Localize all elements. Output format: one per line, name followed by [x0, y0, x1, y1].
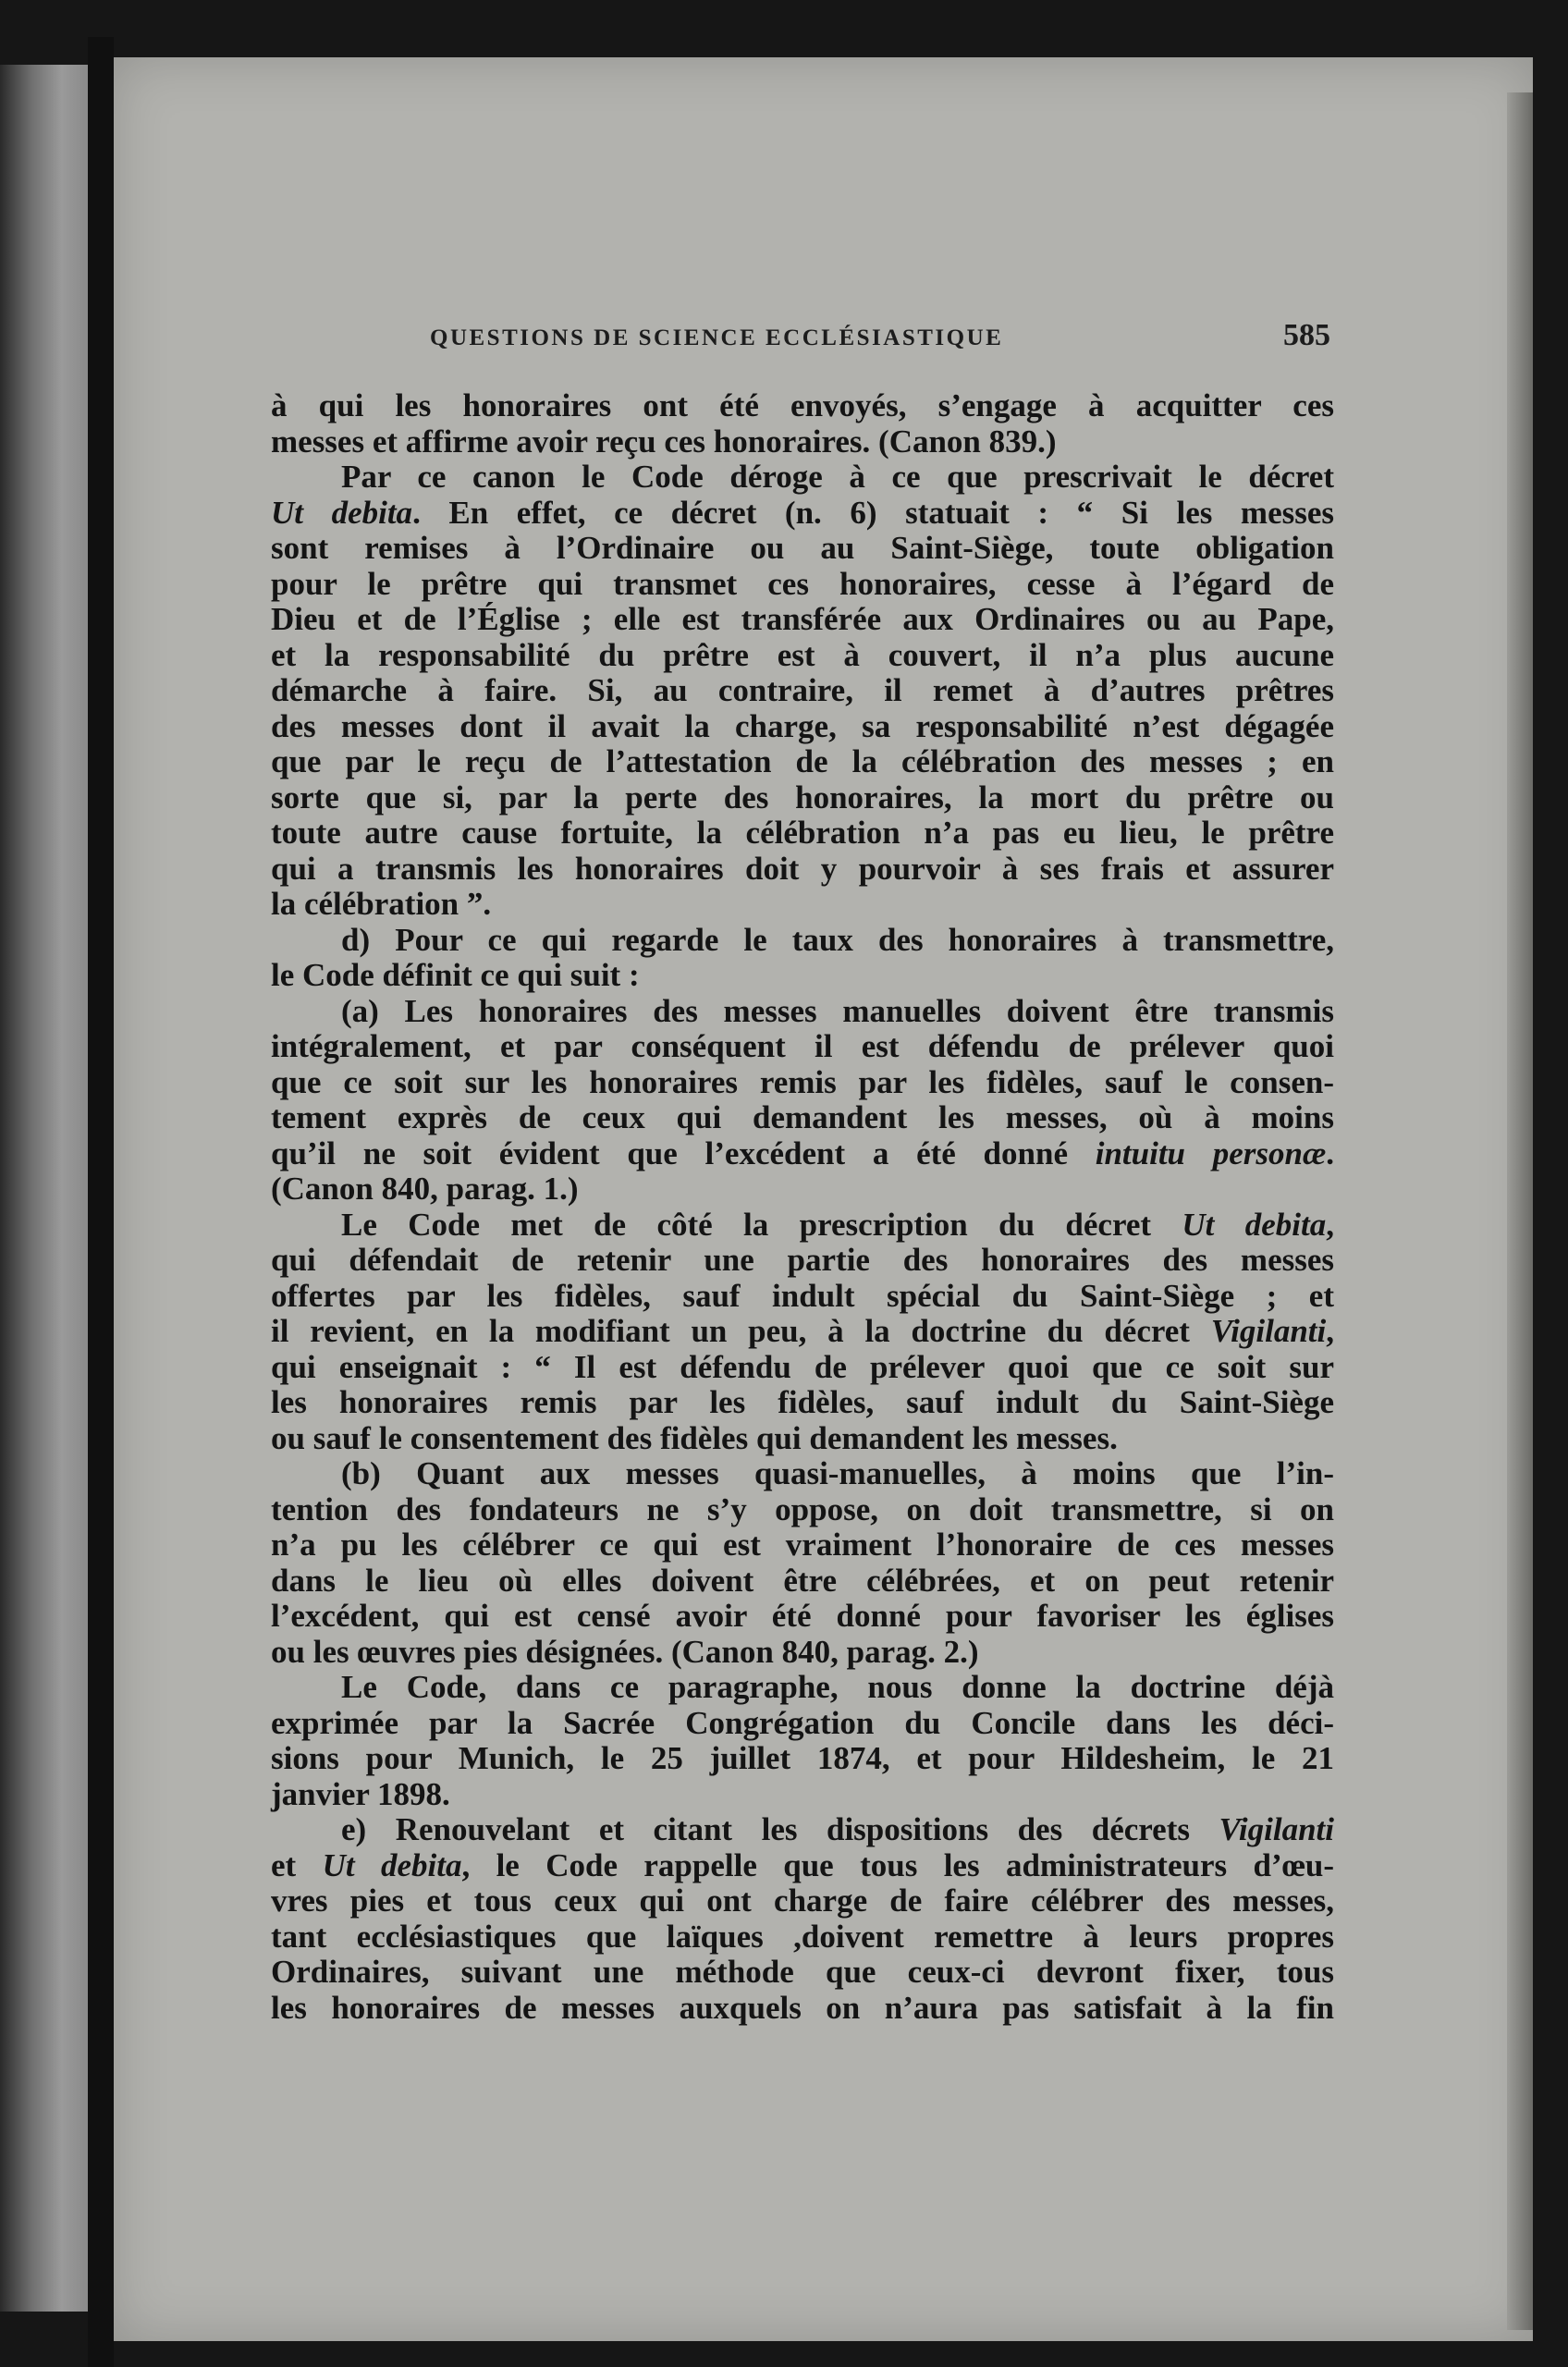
- text-line: ou les œuvres pies désignées. (Canon 840, parag. 2.): [271, 1633, 979, 1670]
- text-line: Par ce canon le Code déroge à ce que prescrivait le décret: [341, 459, 1334, 495]
- running-head: QUESTIONS DE SCIENCE ECCLÉSIASTIQUE: [430, 325, 1004, 350]
- text-line: le Code définit ce qui suit :: [271, 957, 640, 993]
- text-line: (b) Quant aux messes quasi-manuelles, à moins que l’in-: [341, 1455, 1334, 1491]
- text-line: Dieu et de l’Église ; elle est transférée aux Ordinaires ou au Pape,: [271, 601, 1334, 637]
- text-line: toute autre cause fortuite, la célébration n’a pas eu lieu, le prêtre: [271, 815, 1334, 851]
- text-line: que ce soit sur les honoraires remis par les fidèles, sauf le consen-: [271, 1063, 1334, 1100]
- text-line: tant ecclésiastiques que laïques ,doivent remettre à leurs propres: [271, 1918, 1334, 1955]
- text-line: ou sauf le consentement des fidèles qui demandent les messes.: [271, 1419, 1118, 1456]
- text-line: vres pies et tous ceux qui ont charge de faire célébrer des messes,: [271, 1883, 1334, 1919]
- text-line: Ut debita. En effet, ce décret (n. 6) statuait : “ Si les messes: [271, 494, 1335, 531]
- text-line: (a) Les honoraires des messes manuelles doivent être transmis: [341, 992, 1334, 1029]
- text-line: que par le reçu de l’attestation de la célébration des messes ; en: [271, 743, 1334, 779]
- text-line: e) Renouvelant et citant les dispositions des décrets Vigilanti: [341, 1811, 1334, 1847]
- text-line: offertes par les fidèles, sauf indult spécial du Saint-Siège ; et: [271, 1277, 1334, 1314]
- text-line: les honoraires remis par les fidèles, sauf indult du Saint-Siège: [271, 1384, 1334, 1420]
- text-line: la célébration ”.: [271, 886, 492, 922]
- text-line: pour le prêtre qui transmet ces honoraires, cesse à l’égard de: [271, 565, 1334, 602]
- text-line: exprimée par la Sacrée Congrégation du Concile dans les déci-: [271, 1704, 1334, 1741]
- page-edge-shadow: [1507, 92, 1533, 2330]
- text-line: sont remises à l’Ordinaire ou au Saint-Siège, toute obligation: [271, 530, 1334, 566]
- text-line: et la responsabilité du prêtre est à couvert, il n’a plus aucune: [271, 636, 1334, 673]
- text-line: tention des fondateurs ne s’y oppose, on doit transmettre, si on: [271, 1490, 1334, 1527]
- text-line: Le Code met de côté la prescription du décret Ut debita,: [341, 1206, 1335, 1243]
- text-line: janvier 1898.: [271, 1775, 450, 1812]
- text-line: intégralement, et par conséquent il est défendu de prélever quoi: [271, 1028, 1334, 1064]
- text-line: il revient, en la modifiant un peu, à la doctrine du décret Vigilanti,: [271, 1313, 1334, 1349]
- text-line: à qui les honoraires ont été envoyés, s’engage à acquitter ces: [271, 387, 1334, 423]
- text-line: sorte que si, par la perte des honoraires, la mort du prêtre ou: [271, 779, 1334, 816]
- text-line: (Canon 840, parag. 1.): [271, 1171, 579, 1207]
- text-line: qui défendait de retenir une partie des honoraires des messes: [271, 1242, 1334, 1278]
- text-line: qui a transmis les honoraires doit y pourvoir à ses frais et assurer: [271, 850, 1334, 887]
- text-line: sions pour Munich, le 25 juillet 1874, et pour Hildesheim, le 21: [271, 1740, 1334, 1776]
- text-line: les honoraires de messes auxquels on n’aura pas satisfait à la fin: [271, 1989, 1334, 2026]
- text-line: et Ut debita, le Code rappelle que tous les administrateurs d’œu-: [271, 1846, 1335, 1883]
- text-line: d) Pour ce qui regarde le taux des honoraires à transmettre,: [341, 921, 1334, 958]
- text-line: l’excédent, qui est censé avoir été donné pour favoriser les églises: [271, 1598, 1334, 1634]
- text-line: n’a pu les célébrer ce qui est vraiment l’honoraire de ces messes: [271, 1527, 1334, 1563]
- text-line: Le Code, dans ce paragraphe, nous donne la doctrine déjà: [341, 1669, 1334, 1705]
- text-line: messes et affirme avoir reçu ces honoraires. (Canon 839.): [271, 423, 1057, 460]
- text-line: des messes dont il avait la charge, sa responsabilité n’est dégagée: [271, 707, 1334, 744]
- book-gutter: [88, 37, 114, 2367]
- page-number: 585: [1283, 318, 1330, 352]
- text-line: tement exprès de ceux qui demandent les messes, où à moins: [271, 1099, 1334, 1135]
- text-line: démarche à faire. Si, au contraire, il remet à d’autres prêtres: [271, 672, 1334, 708]
- text-line: qui enseignait : “ Il est défendu de prélever quoi que ce soit sur: [271, 1348, 1334, 1385]
- facing-page-edge: [0, 65, 88, 2312]
- text-line: dans le lieu où elles doivent être célébrées, et on peut retenir: [271, 1562, 1334, 1599]
- text-line: qu’il ne soit évident que l’excédent a été donné intuitu personæ.: [271, 1134, 1335, 1171]
- body-text: [271, 388, 1334, 2026]
- text-line: Ordinaires, suivant une méthode que ceux-ci devront fixer, tous: [271, 1954, 1334, 1990]
